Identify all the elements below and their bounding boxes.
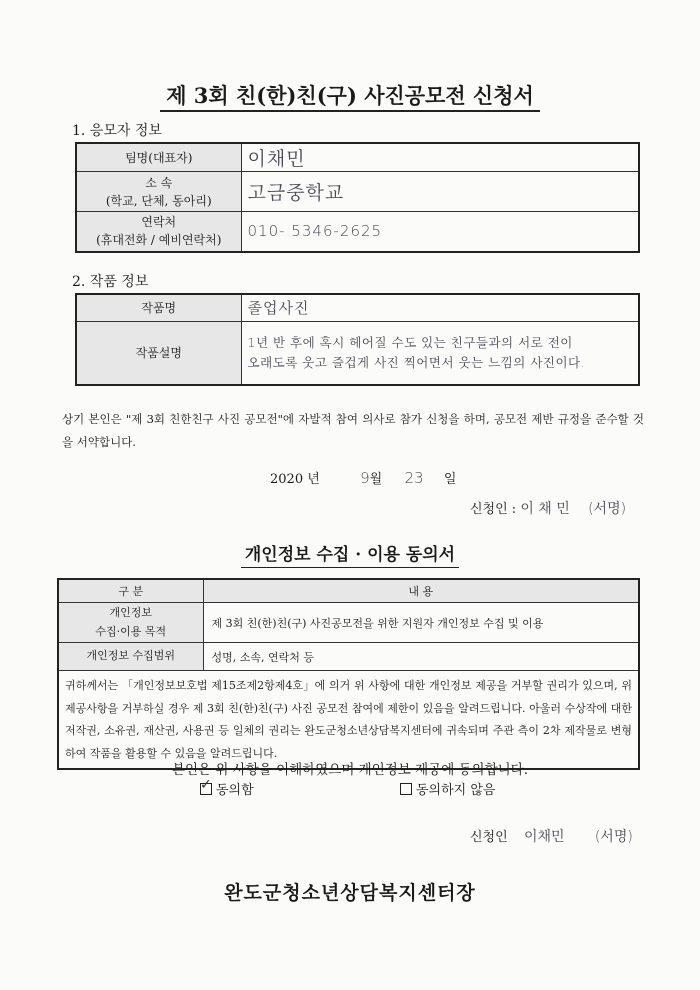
section2-heading: 2. 작품 정보 [72,274,149,290]
label-contact: 연락처 (휴대전화 / 예비연락처) [76,212,241,252]
document-title: 제 3회 친(한)친(구) 사진공모전 신청서 [0,80,700,110]
disagree-checkbox[interactable] [400,783,412,795]
value-purpose: 제 3회 친(한)친(구) 사진공모전을 위한 지원자 개인정보 수집 및 이용 [203,603,639,643]
check-mark-icon: ✓ [200,777,212,793]
field-contact[interactable]: 010- 5346-2625 [241,212,639,252]
label-work-description: 작품설명 [76,321,241,385]
signature-mark[interactable]: (서명) [588,501,627,517]
work-info-table [75,293,640,386]
date-month[interactable]: 9 [360,469,370,487]
table-row [58,643,639,671]
table-row [76,143,639,172]
signature-row-2 [470,826,633,846]
option-agree[interactable]: ✓ 동의함 [200,777,254,798]
field-work-title[interactable]: 졸업사진 [241,294,639,321]
date-year: 2020 [270,472,304,487]
signature-mark[interactable]: (서명) [594,829,633,845]
field-team-name[interactable]: 이채민 [241,143,639,172]
table-row [76,321,639,385]
table-row [76,172,639,212]
applicant-info-table [75,142,640,253]
header-content: 내 용 [203,579,639,603]
field-work-description[interactable]: 1년 반 후에 혹시 헤어질 수도 있는 친구들과의 서로 전이 오래도록 웃고 즐겁게 사진 찍어면서 웃는 느낌의 사진이다. [241,321,639,385]
label-affiliation: 소 속 (학교, 단체, 동아리) [76,172,241,212]
signature-name[interactable]: 이채민 [523,829,565,845]
application-date: 2020 년 9월 23 일 [270,469,457,487]
consent-notice: 귀하께서는 「개인정보보호법 제15조제2항제4호」에 의거 위 사항에 대한 개인정보 제공을 거부할 권리가 있으며, 위 제공사항을 거부하실 경우 제 3회 친(한)친(구) 사진 공모전 참여에 제한이 있음을 알려드립니다. 아울러 수상작에 대한 저작권, 소유권, 재산권, 사용권 등 일체의 권리는 완도군청소년상담복지센터에 귀속되며 주관 측이 2차 제작물로 변형하여 작품을 활용할 수 있음을 알려드립니다. [58,671,639,770]
consent-title: 개인정보 수집 · 이용 동의서 [0,540,700,565]
label-purpose: 개인정보 수집·이용 목적 [58,603,203,643]
section1-heading: 1. 응모자 정보 [72,123,162,139]
organization-name: 완도군청소년상담복지센터장 [224,882,476,904]
consent-table [57,578,640,770]
label-work-title: 작품명 [76,294,241,321]
signature-label: 신청인 : [470,502,517,517]
label-team-name: 팀명(대표자) [76,143,241,172]
label-scope: 개인정보 수집범위 [58,643,203,671]
agree-checkbox[interactable] [200,777,212,795]
value-scope: 성명, 소속, 연락처 등 [203,643,639,671]
table-row [76,212,639,252]
header-category: 구 분 [58,579,203,603]
table-row [58,603,639,643]
date-day[interactable]: 23 [404,469,424,487]
signature-row-1 [470,498,626,518]
option-disagree[interactable]: 동의하지 않음 [400,779,495,798]
table-row [58,671,639,770]
signature-label: 신청인 [470,830,508,845]
pledge-text: 상기 본인은 "제 3회 친한친구 사진 공모전"에 자발적 참여 의사로 참가 신청을 하며, 공모전 제반 규정을 준수할 것을 서약합니다. [62,412,644,449]
table-header-row [58,579,639,603]
signature-name[interactable]: 이 채 민 [520,501,570,517]
agree-statement: 본인은 위 사항을 이해하였으며 개인정보 제공에 동의합니다. [171,762,529,778]
field-affiliation[interactable]: 고금중학교 [241,172,639,212]
table-row [76,294,639,321]
